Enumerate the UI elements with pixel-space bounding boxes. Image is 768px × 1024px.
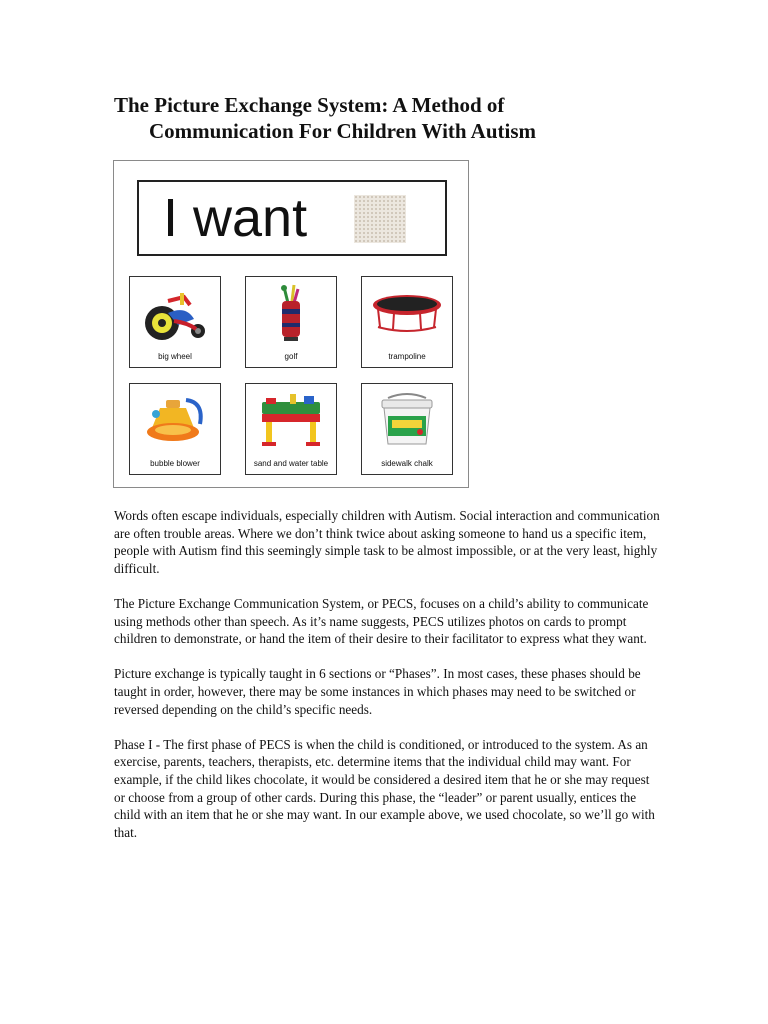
picture-card-golf [245, 276, 337, 368]
card-label: trampoline [388, 352, 426, 361]
bubble-blower-icon [138, 390, 212, 452]
paragraph-intro: Words often escape individuals, especially children with Autism. Social interaction and communication are often trouble areas. Where we don’t think twice about asking someone to hand us a specific item, people with Autism find this seemingly simple task to be almost impossible, or at the very least, highly difficult. [114, 508, 660, 576]
golf-icon [254, 283, 328, 345]
picture-slot [354, 195, 406, 243]
card-label: sidewalk chalk [381, 459, 433, 468]
picture-card-big-wheel [129, 276, 221, 368]
picture-card-trampoline [361, 276, 453, 368]
card-label: golf [284, 352, 298, 361]
title-line-2: Communication For Children With Autism [149, 119, 537, 143]
document-body [114, 507, 662, 859]
sentence-strip [137, 180, 447, 256]
card-label: bubble blower [150, 459, 200, 468]
card-label: big wheel [158, 352, 192, 361]
card-label: sand and water table [253, 459, 329, 468]
title-line-1: The Picture Exchange System: A Method of [114, 93, 505, 117]
sand-water-table-icon [254, 390, 328, 452]
pecs-board-image [113, 160, 469, 488]
picture-card-sand-and-water-table [245, 383, 337, 475]
picture-card-bubble-blower [129, 383, 221, 475]
sentence-strip-text: I want [163, 188, 308, 248]
trampoline-icon [370, 283, 444, 345]
paragraph-pecs-definition: The Picture Exchange Communication System, or PECS, focuses on a child’s ability to communicate using methods other than speech. As it’s name suggests, PECS utilizes photos on cards to prompt children to demonstrate, or hand the item of their desire to their facilitator to express what they want. [114, 595, 649, 647]
picture-card-sidewalk-chalk [361, 383, 453, 475]
big-wheel-icon [138, 283, 212, 345]
paragraph-phases: Picture exchange is typically taught in 6 sections or “Phases”. In most cases, these phases should be taught in order, however, there may be some instances in which phases may need to be switched or reversed depending on the child’s specific needs. [114, 666, 641, 717]
paragraph-phase-one: Phase I - The first phase of PECS is when the child is conditioned, or introduced to the system. As an exercise, parents, teachers, therapists, etc. determine items that the individual child may want. For example, if the child likes chocolate, it would be considered a desired item that he or she may request or choose from a group of other cards. During this phase, the “leader” or parent usually, entices the child with an item that he or she may want. In our example above, we used chocolate, so we’ll go with that. [114, 736, 655, 840]
sidewalk-chalk-icon [370, 390, 444, 452]
document-title [114, 92, 654, 144]
